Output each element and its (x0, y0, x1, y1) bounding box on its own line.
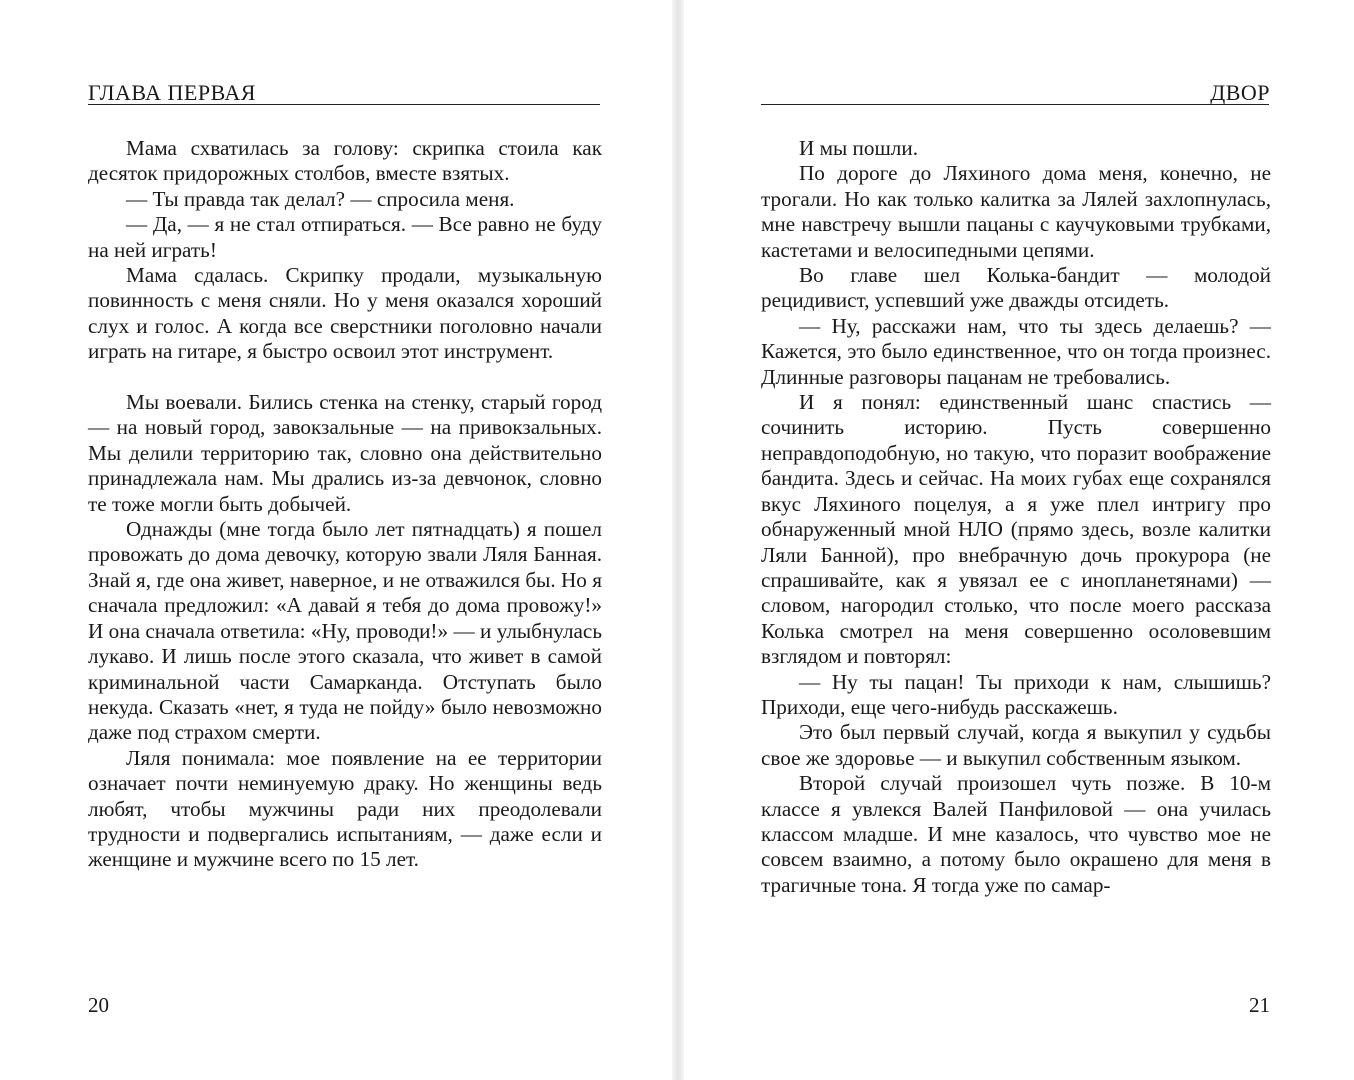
paragraph: — Ну, расскажи нам, что ты здесь делаешь? — Кажется, это было единственное, что он тогда произнес. Длинные разговоры пацанам не требовались. (761, 313, 1271, 389)
right-page (677, 0, 1354, 1080)
paragraph: — Ну ты пацан! Ты приходи к нам, слышишь? Приходи, еще чего-нибудь расскажешь. (761, 669, 1271, 719)
header-rule (761, 104, 1269, 105)
paragraph: Мама схватилась за голову: скрипка стоила как десяток придорожных столбов, вместе взятых. (88, 136, 602, 186)
header-rule (88, 104, 600, 105)
running-head-section: ДВОР (1210, 80, 1270, 105)
paragraph: — Ты правда так делал? — спросила меня. (126, 186, 515, 211)
paragraph: Мы воевали. Бились стенка на стенку, старый город — на новый город, завокзальные — на привокзальных. Мы делили территорию так, словно она действительно принадлежала нам. Мы дрались из-за девчонок, словно те тоже могли быть добычей. (88, 390, 602, 516)
paragraph: Это был первый случай, когда я выкупил у судьбы свое же здоровье — и выкупил собственным языком. (761, 720, 1271, 770)
paragraph: И я понял: единственный шанс спастись — сочинить историю. Пусть совершенно неправдоподобную, но такую, что поразит воображение бандита. Здесь и сейчас. На моих губах еще сохранялся вкус Ляхиного поцелуя, а я уже плел интригу про обнаруженный мной НЛО (прямо здесь, возле калитки Ляли Банной), про внебрачную дочь прокурора (не спрашивайте, как я увязал ее с инопланетянами) — словом, нагородил столько, что после моего рассказа Колька смотрел на меня совершенно осоловевшим взглядом и повторял: (761, 390, 1271, 669)
paragraph: Ляля понимала: мое появление на ее территории означает почти неминуемую драку. Но женщины ведь любят, чтобы мужчины ради них преодолевали трудности и подвергались испытаниям, — даже если и женщине и мужчине всего по 15 лет. (88, 745, 602, 872)
paragraph: — Да, — я не стал отпираться. — Все равно не буду на ней играть! (88, 212, 602, 262)
paragraph: И мы пошли. (799, 136, 918, 160)
paragraph: Во главе шел Колька-бандит — молодой рецидивист, успевший уже дважды отсидеть. (761, 263, 1271, 313)
body-text (761, 136, 1271, 898)
paragraph: Мама сдалась. Скрипку продали, музыкальную повинность с меня сняли. Но у меня оказался хороший слух и голос. А когда все сверстники поголовно начали играть на гитаре, я быстро освоил этот инструмент. (88, 263, 602, 364)
running-head-chapter: ГЛАВА ПЕРВАЯ (88, 80, 256, 105)
book-gutter (672, 0, 684, 1080)
paragraph: По дороге до Ляхиного дома меня, конечно, не трогали. Но как только калитка за Лялей захлопнулась, мне навстречу вышли пацаны с каучуковыми трубками, кастетами и велосипедными цепями. (761, 161, 1271, 262)
body-text (88, 136, 602, 873)
paragraph: Однажды (мне тогда было лет пятнадцать) я пошел провожать до дома девочку, которую звали Ляля Банная. Знай я, где она живет, наверное, и не отважился бы. Но я сначала предложил: «А давай я тебя до дома провожу!» И она сначала ответила: «Ну, проводи!» — и улыбнулась лукаво. И лишь после этого сказала, что живет в самой криминальной части Самарканда. Отступать было некуда. Сказать «нет, я туда не пойду» было невозможно даже под страхом смерти. (88, 517, 602, 745)
paragraph: Второй случай произошел чуть позже. В 10-м классе я увлекся Валей Панфиловой — она училась классом младше. И мне казалось, что чувство мое не совсем взаимно, а потому было окрашено для меня в трагичные тона. Я тогда уже по самар- (761, 771, 1271, 897)
page-number: 20 (88, 993, 109, 1017)
page-number: 21 (1249, 993, 1270, 1017)
